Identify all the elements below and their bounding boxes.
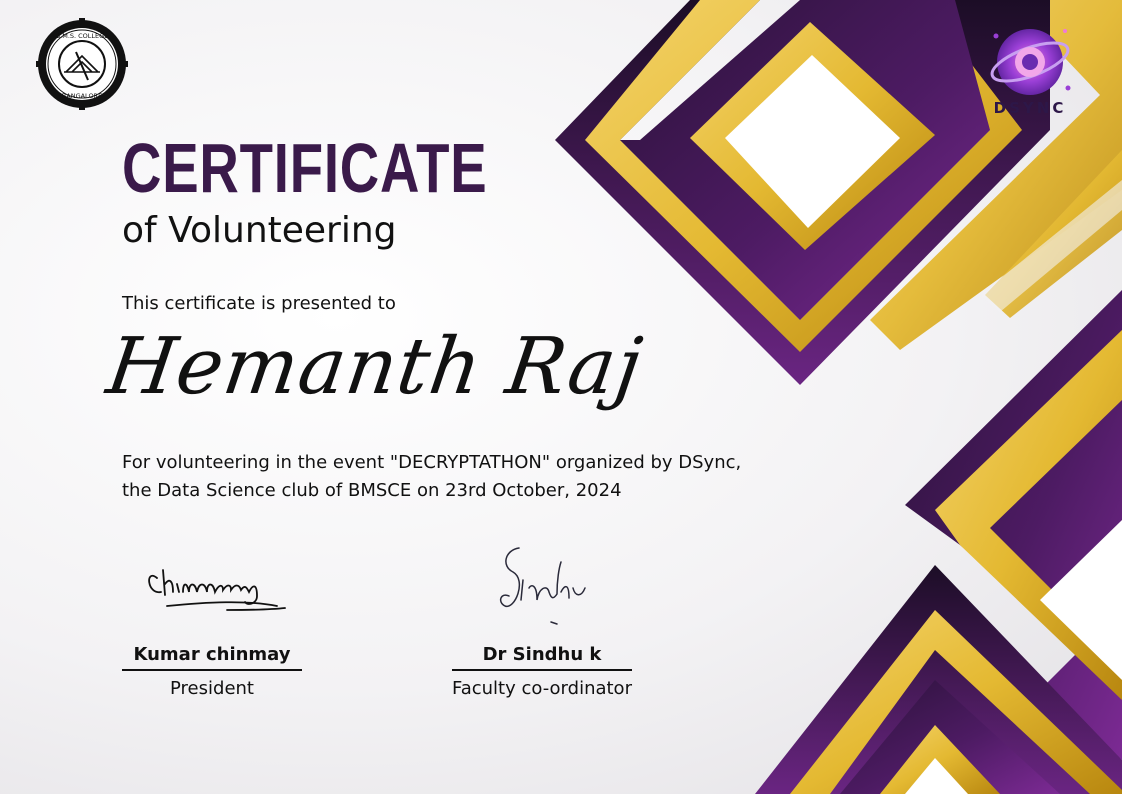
faculty-name: Dr Sindhu k: [482, 644, 602, 665]
certificate-subtitle: of Volunteering: [122, 210, 397, 251]
recipient-name: Hemanth Raj: [101, 322, 648, 412]
college-seal-logo: [36, 18, 128, 110]
faculty-role: Faculty co-ordinator: [452, 678, 632, 699]
certificate-title: CERTIFICATE: [122, 129, 488, 207]
faculty-signature-image: [457, 540, 627, 632]
svg-text:BANGALORE: BANGALORE: [61, 92, 103, 100]
president-name: Kumar chinmay: [133, 644, 291, 665]
signature-line: [122, 669, 302, 671]
president-signature-image: [127, 540, 297, 630]
presented-to-text: This certificate is presented to: [122, 293, 396, 314]
signature-block-faculty: [452, 540, 632, 699]
signature-line: [452, 669, 632, 671]
signature-block-president: [122, 540, 302, 699]
dsync-emblem-icon: [980, 16, 1080, 100]
president-role: President: [170, 678, 254, 699]
certificate-description: For volunteering in the event "DECRYPTATHON" organized by DSync, the Data Science club of BMSCE on 23rd October, 2024: [122, 452, 742, 501]
dsync-logo: [980, 16, 1080, 116]
svg-text:B.M.S. COLLEGE: B.M.S. COLLEGE: [55, 32, 109, 40]
dsync-logo-text: DSYNC: [993, 99, 1067, 117]
